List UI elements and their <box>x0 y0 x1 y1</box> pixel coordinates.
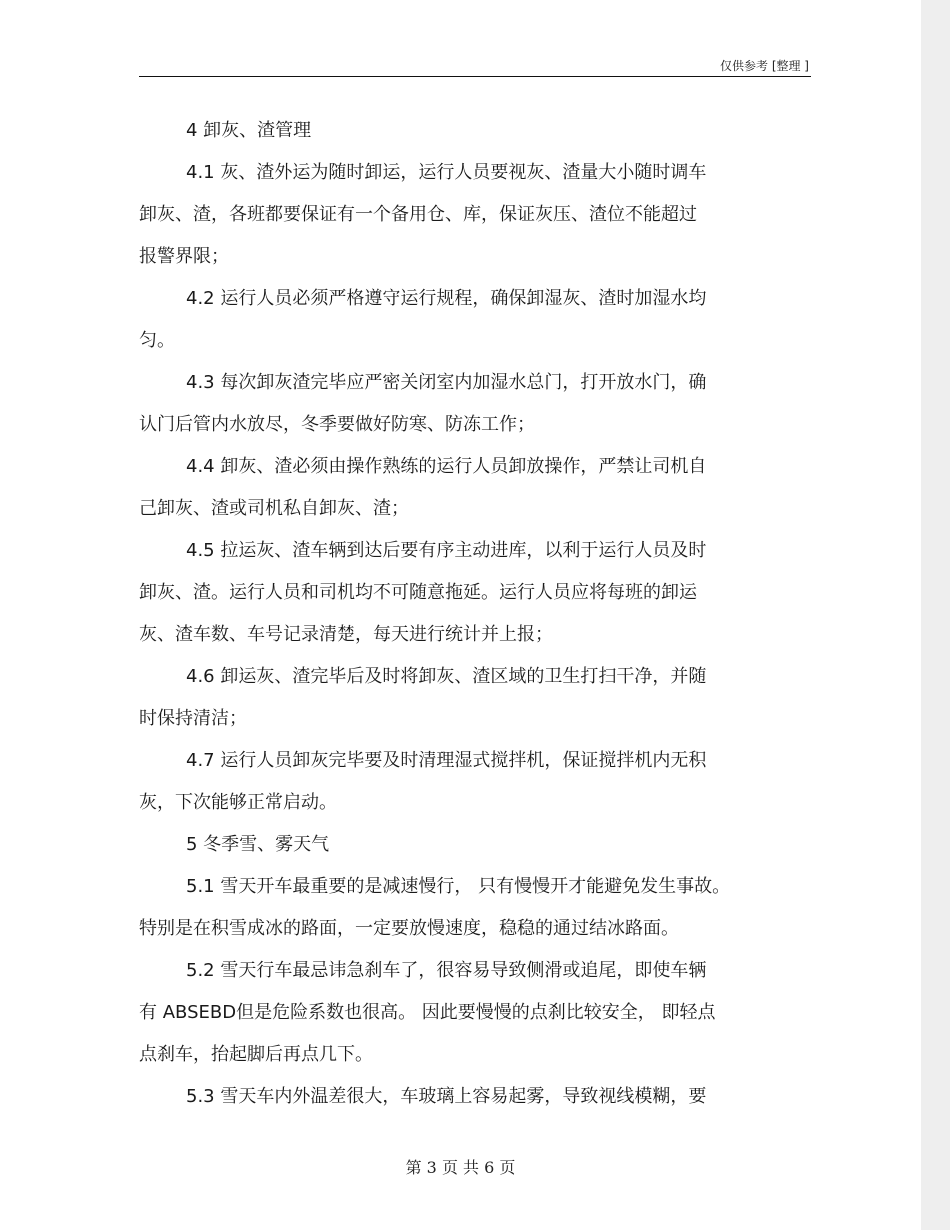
header-divider <box>139 76 811 77</box>
paragraph-line: 4.3 每次卸灰渣完毕应严密关闭室内加湿水总门，打开放水门，确 <box>186 372 707 393</box>
paragraph-line: 卸灰、渣，各班都要保证有一个备用仓、库，保证灰压、渣位不能超过 <box>139 204 697 225</box>
paragraph-line: 认门后管内水放尽，冬季要做好防寒、防冻工作； <box>139 414 535 435</box>
paragraph-line: 时保持清洁； <box>139 708 247 729</box>
paragraph-line: 灰、渣车数、车号记录清楚，每天进行统计并上报； <box>139 624 553 645</box>
paragraph-line: 点刹车，抬起脚后再点几下。 <box>139 1044 373 1065</box>
paragraph-line: 4.5 拉运灰、渣车辆到达后要有序主动进库，以利于运行人员及时 <box>186 540 707 561</box>
paragraph-line: 5.2 雪天行车最忌讳急刹车了，很容易导致侧滑或追尾，即使车辆 <box>186 960 707 981</box>
paragraph-line: 5.3 雪天车内外温差很大，车玻璃上容易起雾，导致视线模糊，要 <box>186 1086 707 1107</box>
paragraph-line: 4.7 运行人员卸灰完毕要及时清理湿式搅拌机，保证搅拌机内无积 <box>186 750 707 771</box>
paragraph-line: 4.1 灰、渣外运为随时卸运，运行人员要视灰、渣量大小随时调车 <box>186 162 707 183</box>
paragraph-line: 己卸灰、渣或司机私自卸灰、渣； <box>139 498 409 519</box>
paragraph-line: 4.6 卸运灰、渣完毕后及时将卸灰、渣区域的卫生打扫干净，并随 <box>186 666 707 687</box>
paragraph-line: 有 ABSEBD但是危险系数也很高。 因此要慢慢的点刹比较安全， 即轻点 <box>139 1002 716 1023</box>
paragraph-line: 报警界限； <box>139 246 229 267</box>
paragraph-line: 4.4 卸灰、渣必须由操作熟练的运行人员卸放操作，严禁让司机自 <box>186 456 707 477</box>
paragraph-line: 匀。 <box>139 330 175 351</box>
body-text <box>139 110 811 1118</box>
paragraph-line: 5.1 雪天开车最重要的是减速慢行， 只有慢慢开才能避免发生事故。 <box>186 876 731 897</box>
section-heading-4: 4 卸灰、渣管理 <box>186 120 312 141</box>
section-heading-5: 5 冬季雪、雾天气 <box>186 834 330 855</box>
paragraph-line: 灰，下次能够正常启动。 <box>139 792 337 813</box>
paragraph-line: 卸灰、渣。运行人员和司机均不可随意拖延。运行人员应将每班的卸运 <box>139 582 697 603</box>
paragraph-line: 4.2 运行人员必须严格遵守运行规程，确保卸湿灰、渣时加湿水均 <box>186 288 707 309</box>
page-number-footer: 第 3 页 共 6 页 <box>405 1158 516 1177</box>
paragraph-line: 特别是在积雪成冰的路面，一定要放慢速度，稳稳的通过结冰路面。 <box>139 918 679 939</box>
header-label: 仅供参考 [整理 ] <box>720 59 809 73</box>
